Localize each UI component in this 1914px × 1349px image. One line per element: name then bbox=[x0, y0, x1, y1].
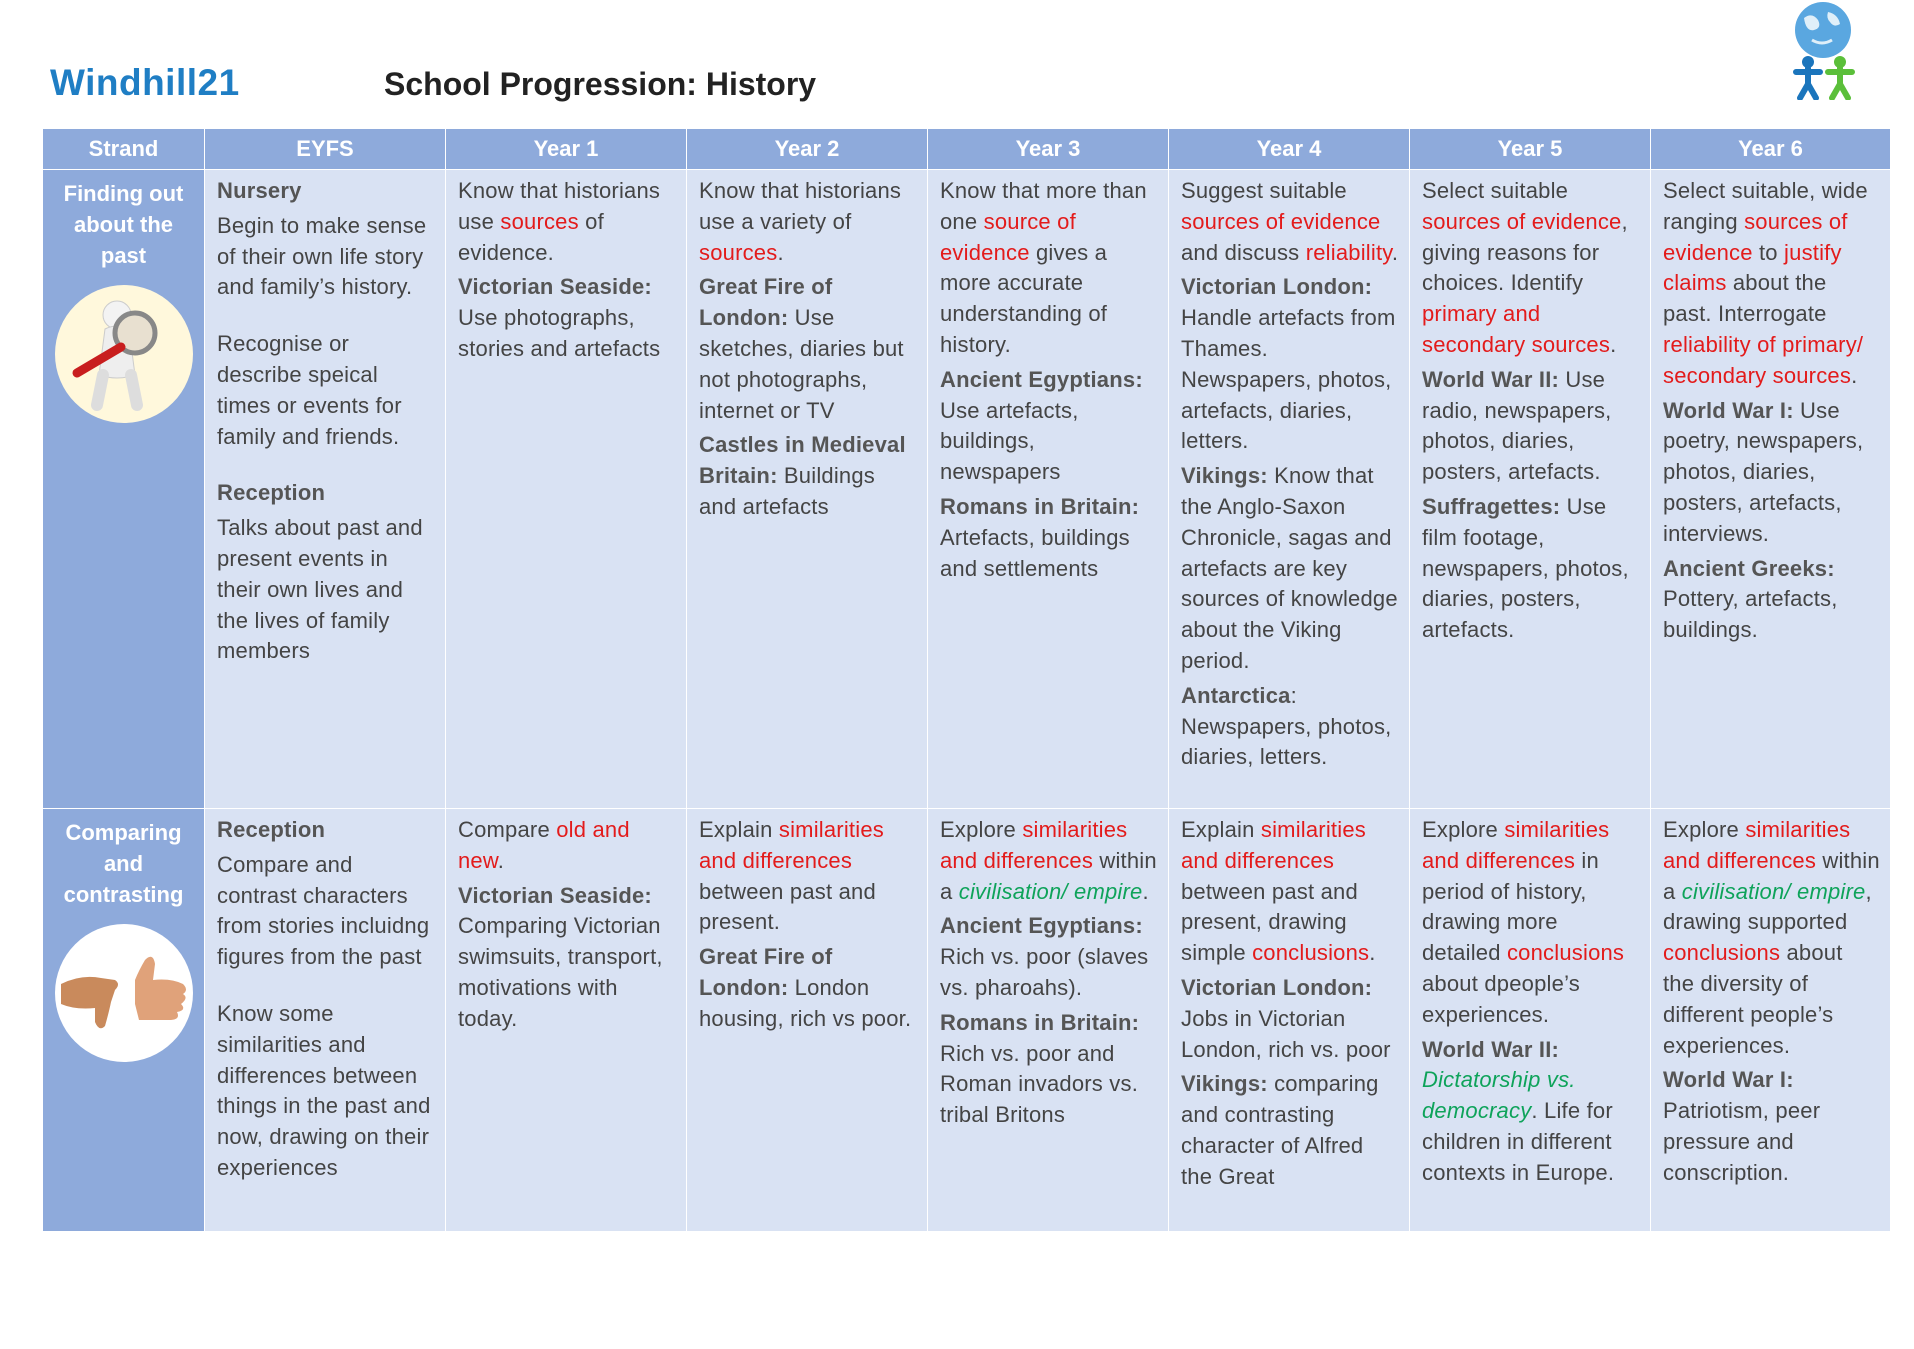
cell-finding-year-3 bbox=[928, 170, 1169, 809]
cell-finding-year-4 bbox=[1169, 170, 1410, 809]
cell-text: Know that more than one bbox=[940, 178, 1147, 234]
cell-text: Rich vs. poor (slaves vs. pharoahs). bbox=[940, 944, 1149, 1000]
key-term: conclusions bbox=[1663, 940, 1781, 966]
cell-text: Talks about past and present events in their own lives and the lives of family members bbox=[217, 515, 423, 664]
cell-text: Buildings and artefacts bbox=[699, 463, 875, 519]
cell-text: . bbox=[1391, 239, 1399, 265]
cell-finding-year-5 bbox=[1410, 170, 1651, 809]
topic-heading: Ancient Egyptians: bbox=[940, 366, 1143, 392]
cell-comparing-year-6 bbox=[1651, 809, 1891, 1232]
cell-text: Compare bbox=[458, 817, 557, 842]
strand-label: Comparing and contrasting bbox=[63, 820, 184, 907]
key-term: conclusions bbox=[1252, 940, 1370, 966]
strand-label: Finding out about the past bbox=[63, 181, 184, 268]
key-concept: Dictatorship vs. democracy bbox=[1422, 1067, 1576, 1124]
header-row bbox=[43, 129, 1891, 170]
cell-text: of evidence. bbox=[458, 208, 604, 265]
cell-text: Comparing Victorian swimsuits, transport, motivations with today. bbox=[458, 913, 663, 1031]
cell-comparing-year-1 bbox=[446, 809, 687, 1232]
cell-text: Begin to make sense of their own life story and family’s history. bbox=[217, 212, 427, 300]
topic-heading: Antarctica bbox=[1181, 682, 1291, 708]
sub-heading: Reception bbox=[217, 817, 326, 842]
strand-cell bbox=[43, 170, 205, 809]
cell-text: . Life for children in different contexts in Europe. bbox=[1422, 1098, 1615, 1185]
cell-comparing-year-4 bbox=[1169, 809, 1410, 1232]
topic-heading: Ancient Egyptians: bbox=[940, 913, 1143, 939]
topic-heading: World War I: bbox=[1663, 397, 1794, 423]
cell-text: about the diversity of different people’s experiences. bbox=[1663, 940, 1843, 1058]
cell-text: and discuss bbox=[1181, 239, 1306, 265]
cell-text: Use artefacts, buildings, newspapers bbox=[940, 397, 1079, 485]
col-header-year-6: Year 6 bbox=[1651, 129, 1891, 170]
cell-text: Use film footage, newspapers, photos, diaries, posters, artefacts. bbox=[1422, 493, 1629, 643]
topic-heading: Victorian Seaside: bbox=[458, 274, 652, 300]
col-header-year-1: Year 1 bbox=[446, 129, 687, 170]
topic-heading: Ancient Greeks: bbox=[1663, 555, 1835, 581]
key-term: similarities and differences bbox=[1181, 817, 1366, 873]
key-term: similarities and differences bbox=[699, 817, 884, 873]
col-header-year-5: Year 5 bbox=[1410, 129, 1651, 170]
topic-heading: Vikings: bbox=[1181, 1071, 1268, 1097]
cell-text: Know that historians use a variety of bbox=[699, 178, 902, 234]
cell-comparing-year-2 bbox=[687, 809, 928, 1232]
cell-text: Suggest suitable bbox=[1181, 178, 1347, 203]
cell-comparing-year-5 bbox=[1410, 809, 1651, 1232]
brand-logo-text: Windhill21 bbox=[50, 62, 240, 103]
cell-text: Pottery, artefacts, buildings. bbox=[1663, 586, 1838, 643]
topic-heading: Vikings: bbox=[1181, 463, 1268, 489]
cell-text: between past and present, drawing simple bbox=[1181, 878, 1358, 966]
col-header-year-4: Year 4 bbox=[1169, 129, 1410, 170]
topic-heading: Romans in Britain: bbox=[940, 1009, 1140, 1035]
cell-text: Know that historians use bbox=[458, 178, 661, 234]
cell-comparing-eyfs bbox=[205, 809, 446, 1232]
key-concept: civilisation/ empire bbox=[1681, 878, 1866, 904]
key-term: primary and secondary sources bbox=[1422, 301, 1611, 357]
key-term: similarities and differences bbox=[940, 817, 1128, 873]
topic-heading: Victorian London: bbox=[1181, 974, 1373, 1000]
cell-text: Select suitable bbox=[1422, 178, 1569, 203]
cell-comparing-year-3 bbox=[928, 809, 1169, 1232]
key-concept: civilisation/ empire bbox=[958, 878, 1143, 904]
cell-text: Know some similarities and differences between things in the past and now, drawing on their experiences bbox=[217, 1000, 431, 1180]
page-title: School Progression: History bbox=[384, 66, 817, 102]
cell-text: , drawing supported bbox=[1663, 878, 1872, 935]
cell-text: Explain bbox=[699, 817, 779, 842]
key-term: sources bbox=[699, 239, 778, 265]
cell-text: Compare and contrast characters from stories incluidng figures from the past bbox=[217, 851, 430, 970]
topic-heading: Victorian London: bbox=[1181, 274, 1373, 300]
cell-text: London housing, rich vs poor. bbox=[699, 974, 912, 1031]
cell-text: in period of history, drawing more detailed bbox=[1422, 847, 1599, 966]
topic-heading: World War II: bbox=[1422, 366, 1560, 392]
key-term: conclusions bbox=[1506, 940, 1625, 966]
cell-text: Use sketches, diaries but not photographs, internet or TV bbox=[699, 305, 904, 423]
cell-text: Use radio, newspapers, photos, diaries, posters, artefacts. bbox=[1422, 366, 1612, 485]
cell-text: Explore bbox=[1422, 817, 1505, 842]
cell-text: comparing and contrasting character of Alfred the Great bbox=[1181, 1071, 1379, 1189]
key-term: sources of evidence bbox=[1663, 208, 1848, 265]
key-term: sources bbox=[500, 208, 579, 234]
thumbs-up-down-icon bbox=[55, 924, 193, 1062]
cell-text: Know that the Anglo-Saxon Chronicle, sagas and artefacts are key sources of knowledge about the Viking period. bbox=[1181, 463, 1398, 673]
key-term: similarities and differences bbox=[1663, 817, 1851, 873]
cell-text: between past and present. bbox=[699, 878, 876, 935]
topic-heading: Victorian Seaside: bbox=[458, 882, 652, 908]
cell-text: Artefacts, buildings and settlements bbox=[940, 524, 1130, 581]
col-header-year-3: Year 3 bbox=[928, 129, 1169, 170]
cell-finding-year-6 bbox=[1651, 170, 1891, 809]
key-term: old and new bbox=[458, 817, 630, 873]
cell-text: Explore bbox=[940, 817, 1023, 842]
key-term: sources of evidence bbox=[1181, 208, 1381, 234]
table-row bbox=[43, 809, 1891, 1232]
cell-text: . bbox=[497, 847, 505, 873]
topic-heading: Great Fire of London: bbox=[699, 944, 833, 1000]
cell-text: . bbox=[777, 239, 784, 265]
cell-text: . bbox=[1851, 362, 1858, 388]
cell-text: , giving reasons for choices. Identify bbox=[1422, 208, 1628, 296]
cell-text: . bbox=[1369, 940, 1376, 966]
cell-text: to bbox=[1752, 239, 1785, 265]
cell-text: about the past. Interrogate bbox=[1663, 270, 1827, 327]
cell-text: Explore bbox=[1663, 817, 1746, 842]
cell-text: Patriotism, peer pressure and conscription. bbox=[1663, 1098, 1821, 1185]
cell-text: Recognise or describe speical times or events for family and friends. bbox=[217, 331, 402, 449]
key-term: justify claims bbox=[1663, 239, 1842, 296]
key-term: source of evidence bbox=[940, 208, 1076, 265]
topic-heading: World War I: bbox=[1663, 1067, 1794, 1093]
cell-text: Rich vs. poor and Roman invadors vs. tribal Britons bbox=[940, 1040, 1139, 1128]
cell-text: . bbox=[1610, 331, 1617, 357]
progression-table bbox=[42, 128, 1891, 1232]
cell-text: Select suitable, wide ranging bbox=[1663, 178, 1868, 234]
key-term: reliability bbox=[1305, 239, 1392, 265]
cell-text: Handle artefacts from Thames. Newspapers, photos, artefacts, diaries, letters. bbox=[1181, 305, 1396, 454]
strand-cell bbox=[43, 809, 205, 1232]
cell-finding-eyfs bbox=[205, 170, 446, 809]
sub-heading: Nursery bbox=[217, 178, 302, 203]
col-header-strand: Strand bbox=[43, 129, 205, 170]
cell-text: Use poetry, newspapers, photos, diaries, posters, artefacts, interviews. bbox=[1663, 397, 1864, 546]
topic-heading: Suffragettes: bbox=[1422, 493, 1561, 519]
topic-heading: Great Fire of London: bbox=[699, 274, 833, 331]
cell-text: Explain bbox=[1181, 817, 1261, 842]
cell-text: gives a more accurate understanding of history. bbox=[940, 239, 1108, 357]
topic-heading: Romans in Britain: bbox=[940, 493, 1140, 519]
cell-text: Jobs in Victorian London, rich vs. poor bbox=[1181, 1005, 1391, 1062]
cell-text: . bbox=[1142, 878, 1149, 904]
table-row bbox=[43, 170, 1891, 809]
cell-text: Use photographs, stories and artefacts bbox=[458, 305, 661, 361]
cell-finding-year-2 bbox=[687, 170, 928, 809]
key-term: reliability of primary/ secondary sources bbox=[1663, 331, 1864, 388]
topic-heading: Castles in Medieval Britain: bbox=[699, 432, 906, 489]
key-term: similarities and differences bbox=[1422, 817, 1610, 873]
cell-text: within a bbox=[940, 847, 1157, 904]
key-term: sources of evidence bbox=[1422, 208, 1622, 234]
cell-text: : Newspapers, photos, diaries, letters. bbox=[1181, 682, 1392, 770]
magnifying-glass-figure-icon bbox=[55, 285, 193, 423]
cell-text: within a bbox=[1663, 847, 1880, 904]
cell-text: about dpeople’s experiences. bbox=[1422, 970, 1580, 1027]
globe-children-logo-icon bbox=[1782, 0, 1864, 100]
col-header-year-2: Year 2 bbox=[687, 129, 928, 170]
cell-finding-year-1 bbox=[446, 170, 687, 809]
sub-heading: Reception bbox=[217, 480, 326, 506]
topic-heading: World War II: bbox=[1422, 1036, 1560, 1062]
col-header-eyfs: EYFS bbox=[205, 129, 446, 170]
